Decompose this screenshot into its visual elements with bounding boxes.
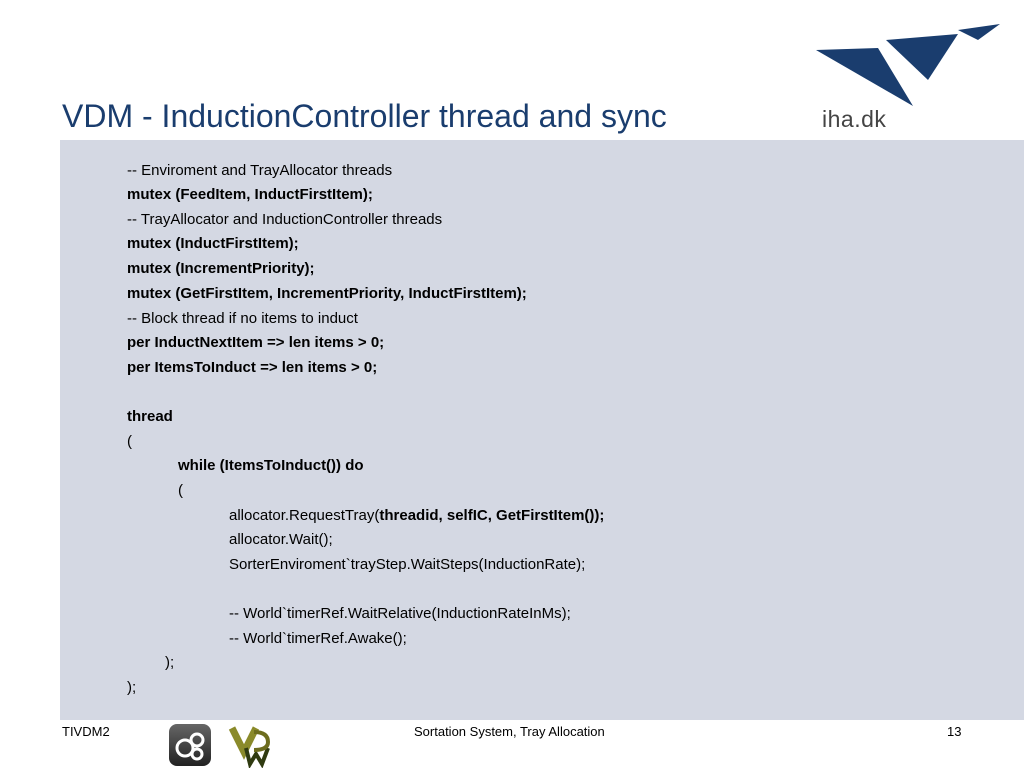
- code-line: mutex (GetFirstItem, IncrementPriority, InductFirstItem);: [127, 285, 527, 302]
- footer-title: Sortation System, Tray Allocation: [414, 724, 605, 739]
- code-line: per InductNextItem => len items > 0;: [127, 334, 385, 351]
- code-line: [229, 507, 604, 525]
- code-line: (: [127, 433, 132, 450]
- code-line: thread: [127, 408, 173, 425]
- logo-text: iha.dk: [822, 106, 887, 132]
- footer-course: TIVDM2: [62, 724, 110, 739]
- code-line: while (ItemsToInduct()) do: [178, 457, 364, 474]
- code-line: mutex (FeedItem, InductFirstItem);: [127, 186, 373, 203]
- code-line: per ItemsToInduct => len items > 0;: [127, 359, 378, 376]
- code-line: SorterEnviroment`trayStep.WaitSteps(InductionRate);: [229, 556, 586, 573]
- vdm-logo-icon: [228, 722, 274, 768]
- code-line: );: [165, 654, 175, 671]
- code-comment: -- Enviroment and TrayAllocator threads: [127, 162, 393, 179]
- code-line: allocator.Wait();: [229, 531, 333, 548]
- code-text: allocator.RequestTray(: [229, 507, 380, 524]
- code-line: mutex (InductFirstItem);: [127, 235, 299, 252]
- code-comment: -- TrayAllocator and InductionController threads: [127, 211, 443, 228]
- code-comment: -- World`timerRef.Awake();: [229, 630, 407, 647]
- code-line: );: [127, 679, 137, 696]
- code-comment: -- World`timerRef.WaitRelative(InductionRateInMs);: [229, 605, 571, 622]
- code-line: mutex (IncrementPriority);: [127, 260, 315, 277]
- code-line: (: [178, 482, 183, 499]
- page-number: 13: [947, 724, 962, 739]
- code-args: threadid, selfIC, GetFirstItem());: [379, 507, 605, 524]
- page-title: VDM - InductionController thread and sync: [62, 98, 667, 134]
- gears-icon: [169, 724, 211, 766]
- code-comment: -- Block thread if no items to induct: [127, 310, 358, 327]
